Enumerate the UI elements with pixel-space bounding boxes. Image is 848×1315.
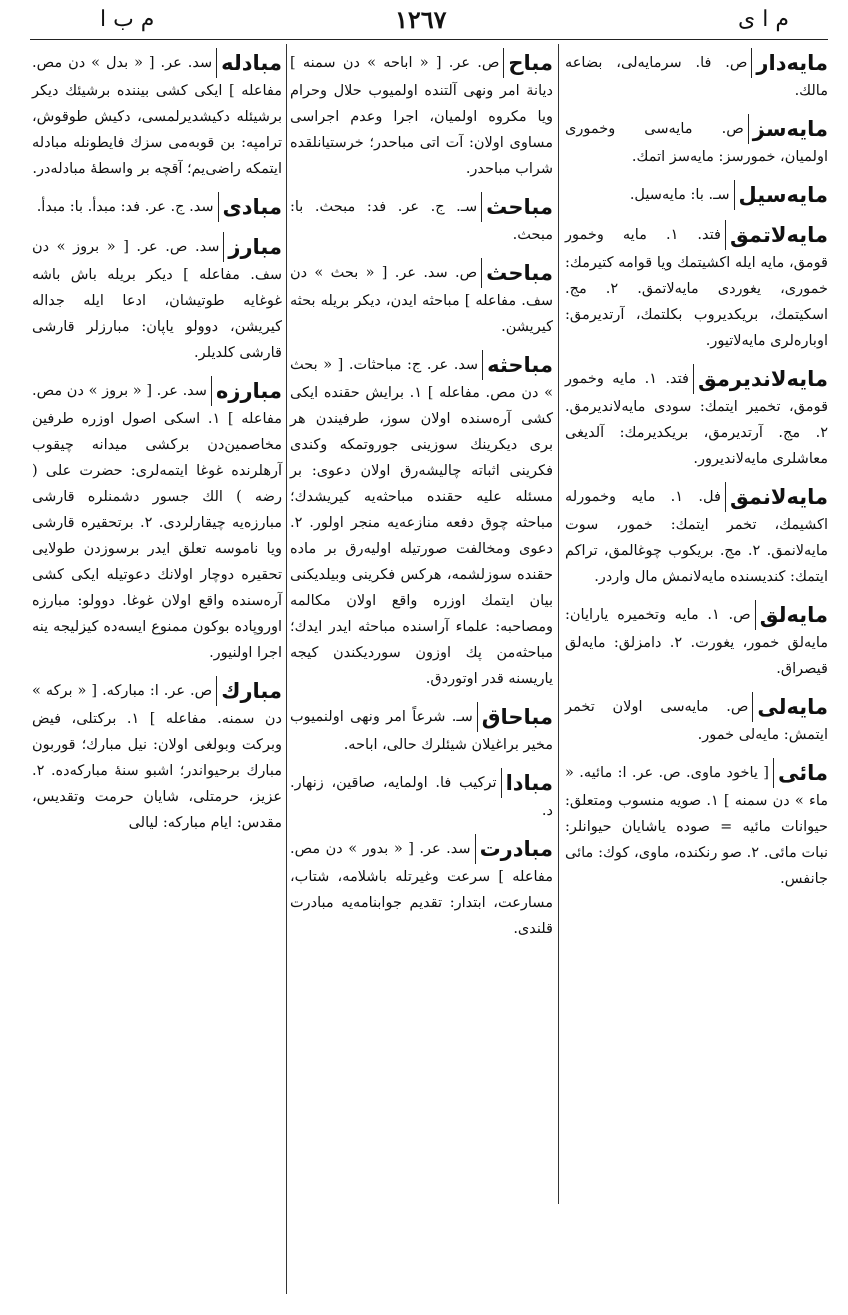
- dictionary-entry: [290, 192, 553, 248]
- dictionary-entry: [32, 192, 282, 222]
- headword: مايه‌لانديرمق: [693, 364, 828, 394]
- dictionary-entry: [565, 482, 828, 590]
- headword: مبارز: [223, 232, 282, 262]
- headword: مباحاق: [477, 702, 553, 732]
- dictionary-entry: [565, 48, 828, 104]
- dictionary-entry: [565, 600, 828, 682]
- dictionary-entry: [32, 676, 282, 836]
- headword: مبارك: [216, 676, 282, 706]
- definition: [ ياخود ماوى. ص. عر. ا: مائيه. « ماء » دن سمنه ] ١. صويه منسوب ومتعلق: حيوانات مائيه = صوده ياشايان حيوانلر: نبات مائى. ٢. صو رنكنده، ماوى، كوك: مائى جانفس.: [565, 765, 828, 887]
- definition: تركيب فا. اولمايه، صاقين، زنهار. د.: [290, 775, 553, 819]
- headword: مباحث: [481, 192, 553, 222]
- dictionary-entry: [565, 220, 828, 354]
- headword: مبادرت: [475, 834, 553, 864]
- headword: مبادى: [218, 192, 282, 222]
- dictionary-entry: [565, 364, 828, 472]
- definition: سـ. شرعاً امر ونهى اولنميوب مخير براغيلان شيئلرك حالى، اباحه.: [290, 709, 553, 753]
- dictionary-entry: [565, 692, 828, 748]
- dictionary-entry: [290, 702, 553, 758]
- headword: مباح: [503, 48, 553, 78]
- definition: ص. عر. ا: مباركه. [ « بركه » دن سمنه. مفاعله ] ١. بركتلى، فيض وبركت وبولغى اولان: نيل مبارك؛ قوربون مبارك برحيواندر؛ اشبو سنهٔ مباركه‌ده. ٢. عزيز، حرمتلى، شايان حرمت وتقديس، مقدس: ايام مباركه: ليالى: [32, 683, 282, 831]
- dictionary-entry: [565, 180, 828, 210]
- definition: ص. ١. مايه وتخميره يارايان: مايه‌لق خمور، يغورت. ٢. دامزلق: مايه‌لق قيصراق.: [565, 607, 829, 677]
- dictionary-entry: [290, 48, 553, 182]
- headword: مايه‌سيل: [734, 180, 828, 210]
- definition: فتد. ١. مايه وخمور قومق، تخمير ايتمك: سودى مايه‌لانديرمق. ٢. مج. آرتديرمق، بريكديرمك: آلديغى معاشلرى مايه‌لانديرور.: [565, 371, 828, 467]
- definition: ص. سد. عر. [ « بحث » دن سف. مفاعله ] مباحثه ايدن، ديكر بريله بحثه كيريشن.: [290, 265, 553, 335]
- page-number: ١٢٦٧: [395, 5, 447, 34]
- definition: سد. عر. [ « بروز » دن مص. مفاعله ] ١. اسكى اصول اوزره طرفين مخاصمين‌دن بركشى ميدانه چيقوب آرهلرنده غوغا ايتمه‌لرى: حضرت على ( رضه ) الك جسور دشمنلره قارشى مبارزه‌يه چيقارلردى. ٢. برتحقيره قارشى ويا ناموسه تعلق ايدر برسوزدن طولايى تحقيره دوچار اولانك دعوتيله ايكى كشى آره‌سنده واقع اولان غوغا. دوولو: مبارزه اوروپاده بوكون ممنوع ايسه‌ده كيزليجه ينه اجرا اولنيور.: [32, 383, 283, 661]
- definition: فتد. ١. مايه وخمور قومق، مايه ايله اكشيتمك ويا قوامه كتيرمك: خمورى، يغوردى مايه‌لاتمق. ٢. مج. اسكيتمك، بريكديروب بكلتمك، آرتديرمق: اوباره‌لرى مايه‌لاتيور.: [565, 227, 828, 349]
- header-rule: [30, 39, 828, 40]
- headword: مايه‌لانمق: [725, 482, 828, 512]
- headword: مباحثه: [482, 350, 553, 380]
- headword: مبادله: [216, 48, 282, 78]
- dictionary-entry: [290, 258, 553, 340]
- definition: سـ. ج. عر. فد: مبحث. با: مبحث.: [290, 199, 553, 243]
- dictionary-entry: [290, 350, 553, 692]
- headword: مايه‌دار: [751, 48, 828, 78]
- dictionary-entry: [290, 834, 553, 942]
- column-middle: [290, 48, 553, 1307]
- definition: سـ. با: مايه‌سيل.: [629, 187, 730, 203]
- definition: فل. ١. مايه وخمورله اكشيمك، تخمر ايتمك: خمور، سوت مايه‌لانمق. ٢. مج. بريكوب چوغالمق، تراكم ايتمك: كنديسنده مايه‌لانمش مال واردر.: [565, 489, 828, 585]
- dictionary-entry: [32, 48, 282, 182]
- dictionary-entry: [32, 232, 282, 366]
- column-divider: [286, 44, 287, 1294]
- definition: سد. عر. [ « بدل » دن مص. مفاعله ] ايكى كشى بيننده برشيئك ديكر برشيئله دكيشديرلمسى، دكيش طوقوش، ترامپه: بن قوبه‌مى سزك فايطونله مبادله ايتمكه راضى‌يم؛ آقچه بر واسطهٔ مبادله‌در.: [32, 55, 282, 177]
- headword: مايه‌لق: [755, 600, 828, 630]
- headword: مبادا: [501, 768, 553, 798]
- definition: سد. ج. عر. فد: مبدأ. با: مبدأ.: [36, 199, 214, 215]
- dictionary-entry: [565, 114, 828, 170]
- dictionary-entry: [565, 758, 828, 892]
- header-left-guideword: م ب ا: [100, 7, 155, 32]
- definition: ص. مايه‌سى وخمورى اولميان، خمورسز: مايه‌سز اتمك.: [565, 121, 828, 165]
- headword: مبارزه: [211, 376, 282, 406]
- definition: سد. عر. [ « بدور » دن مص. مفاعله ] سرعت وغيرتله باشلامه، شتاب، مسارعت، ابتدار: تقديم جوابنامه‌يه مبادرت قلندى.: [290, 841, 553, 937]
- column-divider: [558, 44, 559, 1204]
- headword: مايه‌سز: [748, 114, 828, 144]
- definition: سد. عر. ج: مباحثات. [ « بحث » دن مص. مفاعله ] ١. برايش حقنده ايكى كشى آره‌سنده اولان سوز، طرفيندن هر برى ديكرينك سوزينى جوروتمكه وكندى فكرينى اثباته چاليشه‌رق اولان دعوى: بر مسئله عليه حقنده مباحثه‌يه كيريشدك؛ مباحثه چوق دفعه منازعه‌يه منجر اولور. ٢. دعوى ومخالفت صورتيله اوليه‌رق بر ماده حقنده سوزلشمه، هركس فكرينى وبيلديكنى بيان ايتمك اوزره واقع اولان مكالمه ومصاحبه: علماء آراسنده مباحثه ايدر ايدك؛ مباحثه‌من پك اوزون سورديكندن كيجه ياريسنه قدر اوتوردق.: [290, 357, 553, 687]
- column-left: [32, 48, 282, 1307]
- dictionary-entry: [32, 376, 282, 666]
- definition: سد. ص. عر. [ « بروز » دن سف. مفاعله ] ديكر بريله باش باشه غوغايه طوتيشان، ادعا ايله جداله كيريشن، دوولو ياپان: مبارزلر قارشى قارشى كلديلر.: [32, 239, 282, 361]
- column-right: [565, 48, 828, 1307]
- definition: ص. مايه‌سى اولان تخمر ايتمش: مايه‌لى خمور.: [565, 699, 828, 743]
- dictionary-entry: [290, 768, 553, 824]
- headword: مائى: [773, 758, 828, 788]
- definition: ص. عر. [ « اباحه » دن سمنه ] ديانة امر ونهى آلتنده اولميوب حلال وحرام ويا مكروه اولميان، اجرا وعدم اجراسى مساوى اولان: آت اتى مباحدر؛ خرستيانلقده شراب مباحدر.: [290, 55, 553, 177]
- headword: مايه‌لى: [752, 692, 828, 722]
- headword: مباحث: [481, 258, 553, 288]
- header-right-guideword: م ا ى: [738, 7, 789, 32]
- definition: ص. فا. سرمايه‌لى، بضاعه مالك.: [565, 55, 828, 99]
- headword: مايه‌لاتمق: [725, 220, 828, 250]
